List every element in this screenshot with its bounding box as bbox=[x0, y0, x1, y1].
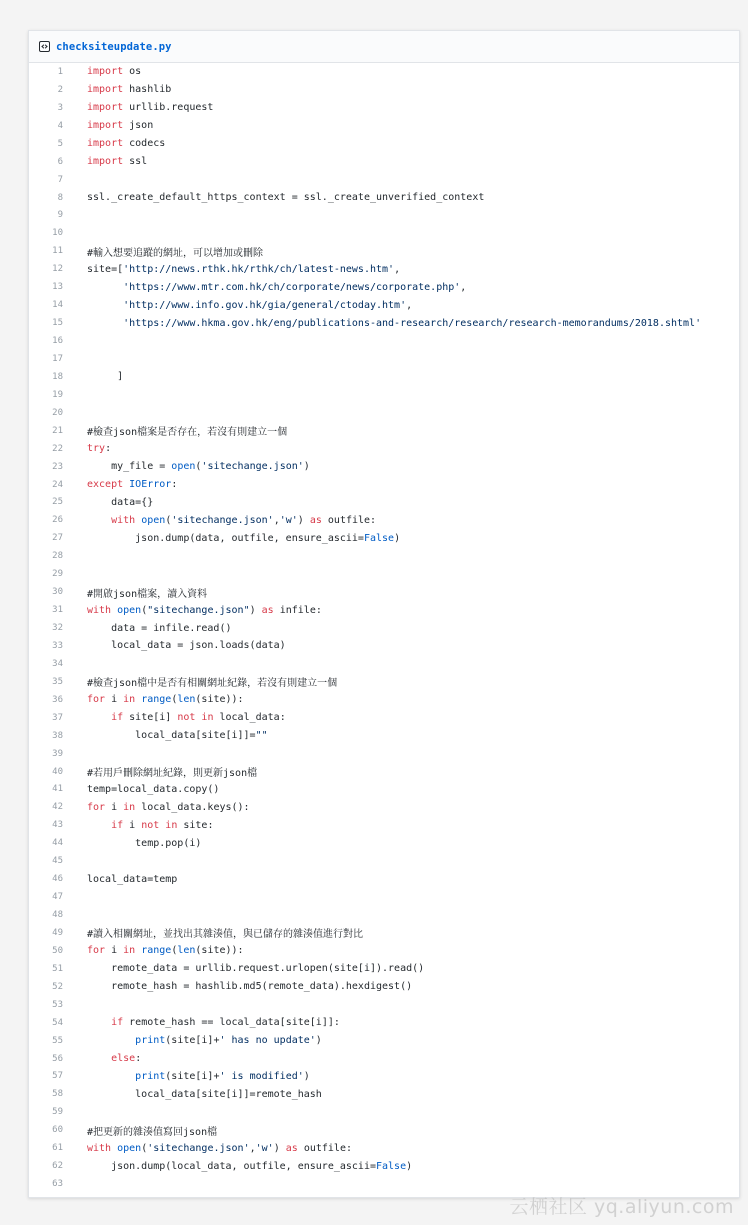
line-number[interactable]: 46 bbox=[52, 874, 63, 885]
code-line bbox=[29, 386, 739, 404]
line-number[interactable]: 32 bbox=[52, 623, 63, 634]
line-number[interactable]: 16 bbox=[52, 336, 63, 347]
code-line bbox=[29, 171, 739, 189]
line-code: data={} bbox=[87, 496, 154, 508]
code-line bbox=[29, 224, 739, 242]
line-code: with open('sitechange.json','w') as outfile: bbox=[87, 1142, 352, 1154]
line-number[interactable]: 18 bbox=[52, 371, 63, 382]
line-number[interactable]: 13 bbox=[52, 282, 63, 293]
code-line bbox=[29, 458, 739, 476]
code-line bbox=[29, 1032, 739, 1050]
code-line bbox=[29, 852, 739, 870]
line-code: import os bbox=[87, 66, 142, 78]
line-number[interactable]: 12 bbox=[52, 264, 63, 275]
line-code: 'https://www.hkma.gov.hk/eng/publications-and-research/research/research-memorandums/2018.shtml' bbox=[123, 317, 702, 329]
code-line bbox=[29, 440, 739, 458]
code-line bbox=[29, 798, 739, 816]
line-code: #檢查json檔案是否存在，若沒有則建立一個 bbox=[87, 427, 288, 439]
code-line bbox=[29, 745, 739, 763]
line-code: for i in range(len(site)): bbox=[87, 945, 244, 957]
code-line bbox=[29, 242, 739, 260]
line-code: if site[i] not in local_data: bbox=[111, 712, 286, 724]
line-number[interactable]: 10 bbox=[52, 228, 63, 239]
code-line bbox=[29, 404, 739, 422]
code-line bbox=[29, 1103, 739, 1121]
line-number[interactable]: 60 bbox=[52, 1125, 63, 1136]
code-line bbox=[29, 583, 739, 601]
code-line bbox=[29, 296, 739, 314]
line-code: local_data[site[i]]="" bbox=[87, 730, 268, 742]
code-line bbox=[29, 81, 739, 99]
line-number[interactable]: 25 bbox=[52, 497, 63, 508]
code-line bbox=[29, 1139, 739, 1157]
line-number[interactable]: 47 bbox=[52, 892, 63, 903]
line-number[interactable]: 7 bbox=[57, 174, 63, 185]
line-code: remote_data = urllib.request.urlopen(site[i]).read() bbox=[87, 963, 425, 975]
line-number[interactable]: 62 bbox=[52, 1161, 63, 1172]
line-number[interactable]: 22 bbox=[52, 443, 63, 454]
line-number[interactable]: 26 bbox=[52, 515, 63, 526]
code-line bbox=[29, 260, 739, 278]
line-number[interactable]: 59 bbox=[52, 1107, 63, 1118]
line-number[interactable]: 51 bbox=[52, 963, 63, 974]
line-number[interactable]: 20 bbox=[52, 407, 63, 418]
line-number[interactable]: 9 bbox=[57, 210, 63, 221]
line-number[interactable]: 3 bbox=[57, 102, 63, 113]
line-number[interactable]: 33 bbox=[52, 640, 63, 651]
line-number[interactable]: 4 bbox=[57, 120, 63, 131]
code-line bbox=[29, 942, 739, 960]
code-line bbox=[29, 763, 739, 781]
line-number[interactable]: 28 bbox=[52, 551, 63, 562]
code-line bbox=[29, 1175, 739, 1193]
line-code: ssl._create_default_https_context = ssl._create_unverified_context bbox=[87, 192, 485, 204]
line-code: for i in local_data.keys(): bbox=[87, 801, 250, 813]
line-number[interactable]: 35 bbox=[52, 676, 63, 687]
code-line bbox=[29, 601, 739, 619]
code-line bbox=[29, 924, 739, 942]
line-number[interactable]: 40 bbox=[52, 766, 63, 777]
line-number[interactable]: 15 bbox=[52, 318, 63, 329]
code-line bbox=[29, 834, 739, 852]
line-code: #把更新的雜湊值寫回json檔 bbox=[87, 1126, 218, 1138]
code-line bbox=[29, 1157, 739, 1175]
line-number[interactable]: 50 bbox=[52, 945, 63, 956]
line-number[interactable]: 8 bbox=[57, 192, 63, 203]
line-number[interactable]: 27 bbox=[52, 533, 63, 544]
line-number[interactable]: 1 bbox=[57, 66, 63, 77]
line-number[interactable]: 34 bbox=[52, 658, 63, 669]
code-line bbox=[29, 207, 739, 225]
line-number[interactable]: 41 bbox=[52, 784, 63, 795]
line-code: #讀入相關網址，並找出其雜湊值，與已儲存的雜湊值進行對比 bbox=[87, 929, 364, 941]
line-number[interactable]: 49 bbox=[52, 927, 63, 938]
line-code: #若用戶刪除網址紀錄，則更新json檔 bbox=[87, 768, 258, 780]
code-line bbox=[29, 547, 739, 565]
line-number[interactable]: 17 bbox=[52, 353, 63, 364]
code-line bbox=[29, 314, 739, 332]
line-number[interactable]: 54 bbox=[52, 1017, 63, 1028]
line-number[interactable]: 23 bbox=[52, 461, 63, 472]
code-line bbox=[29, 332, 739, 350]
line-number[interactable]: 24 bbox=[52, 479, 63, 490]
line-code: temp.pop(i) bbox=[87, 837, 202, 849]
line-code: except IOError: bbox=[87, 479, 178, 491]
line-number[interactable]: 42 bbox=[52, 802, 63, 813]
code-line bbox=[29, 960, 739, 978]
code-line bbox=[29, 996, 739, 1014]
line-code: #輸入想要追蹤的網址，可以增加或刪除 bbox=[87, 247, 264, 259]
line-code: print(site[i]+' has no update') bbox=[135, 1035, 322, 1047]
code-line bbox=[29, 476, 739, 494]
code-line bbox=[29, 1068, 739, 1086]
code-line bbox=[29, 619, 739, 637]
line-number[interactable]: 31 bbox=[52, 605, 63, 616]
line-code: local_data[site[i]]=remote_hash bbox=[87, 1088, 322, 1100]
line-code: local_data=temp bbox=[87, 873, 178, 885]
line-number[interactable]: 63 bbox=[52, 1179, 63, 1190]
line-number[interactable]: 21 bbox=[52, 425, 63, 436]
line-number[interactable]: 29 bbox=[52, 569, 63, 580]
line-number[interactable]: 45 bbox=[52, 856, 63, 867]
line-number[interactable]: 57 bbox=[52, 1071, 63, 1082]
line-number[interactable]: 30 bbox=[52, 587, 63, 598]
line-code: local_data = json.loads(data) bbox=[87, 640, 286, 652]
code-line bbox=[29, 1121, 739, 1139]
file-name-link[interactable]: checksiteupdate.py bbox=[56, 40, 172, 53]
line-code: remote_hash = hashlib.md5(remote_data).hexdigest() bbox=[87, 981, 413, 993]
line-number[interactable]: 61 bbox=[52, 1143, 63, 1154]
line-number[interactable]: 14 bbox=[52, 300, 63, 311]
line-number[interactable]: 19 bbox=[52, 389, 63, 400]
line-number[interactable]: 39 bbox=[52, 748, 63, 759]
line-number[interactable]: 2 bbox=[57, 84, 63, 95]
watermark: 云栖社区 yq.aliyun.com bbox=[509, 1196, 734, 1218]
code-line bbox=[29, 565, 739, 583]
code-line bbox=[29, 529, 739, 547]
line-number[interactable]: 56 bbox=[52, 1053, 63, 1064]
line-code: else: bbox=[111, 1053, 142, 1065]
line-code: my_file = open('sitechange.json') bbox=[87, 461, 310, 473]
code-line bbox=[29, 117, 739, 135]
file-header bbox=[29, 31, 739, 63]
code-line bbox=[29, 189, 739, 207]
line-code: import ssl bbox=[87, 156, 148, 168]
code-line bbox=[29, 99, 739, 117]
line-number[interactable]: 48 bbox=[52, 910, 63, 921]
line-code: import urllib.request bbox=[87, 102, 214, 114]
line-number[interactable]: 52 bbox=[52, 981, 63, 992]
line-code: if remote_hash == local_data[site[i]]: bbox=[111, 1017, 340, 1029]
line-code: print(site[i]+' is modified') bbox=[135, 1070, 310, 1082]
code-line bbox=[29, 153, 739, 171]
line-number[interactable]: 11 bbox=[52, 246, 63, 257]
code-line bbox=[29, 709, 739, 727]
line-number[interactable]: 37 bbox=[52, 712, 63, 723]
code-file-card bbox=[28, 30, 740, 1198]
code-line bbox=[29, 368, 739, 386]
code-line bbox=[29, 906, 739, 924]
code-view bbox=[29, 63, 739, 1193]
line-code: import codecs bbox=[87, 138, 166, 150]
code-line bbox=[29, 1014, 739, 1032]
code-line bbox=[29, 816, 739, 834]
code-line bbox=[29, 511, 739, 529]
code-line bbox=[29, 978, 739, 996]
code-line bbox=[29, 278, 739, 296]
line-code: ] bbox=[87, 371, 124, 383]
code-line bbox=[29, 494, 739, 512]
line-code: import hashlib bbox=[87, 84, 172, 96]
line-code: for i in range(len(site)): bbox=[87, 694, 244, 706]
line-code: if i not in site: bbox=[111, 819, 214, 831]
line-code: json.dump(data, outfile, ensure_ascii=False) bbox=[87, 532, 401, 544]
code-line bbox=[29, 1050, 739, 1068]
code-file-icon bbox=[39, 41, 50, 52]
code-line bbox=[29, 781, 739, 799]
line-code: site=['http://news.rthk.hk/rthk/ch/latest-news.htm', bbox=[87, 263, 401, 275]
code-line bbox=[29, 1085, 739, 1103]
line-number[interactable]: 44 bbox=[52, 838, 63, 849]
line-code: with open("sitechange.json") as infile: bbox=[87, 604, 322, 616]
line-code: json.dump(local_data, outfile, ensure_ascii=False) bbox=[87, 1160, 413, 1172]
line-code: with open('sitechange.json','w') as outfile: bbox=[111, 514, 377, 526]
line-code: data = infile.read() bbox=[87, 622, 232, 634]
line-number[interactable]: 43 bbox=[52, 820, 63, 831]
line-number[interactable]: 36 bbox=[52, 694, 63, 705]
line-number[interactable]: 58 bbox=[52, 1089, 63, 1100]
line-number[interactable]: 38 bbox=[52, 730, 63, 741]
line-number[interactable]: 53 bbox=[52, 999, 63, 1010]
line-number[interactable]: 55 bbox=[52, 1035, 63, 1046]
code-line bbox=[29, 63, 739, 81]
code-line bbox=[29, 691, 739, 709]
code-line bbox=[29, 637, 739, 655]
line-code: try: bbox=[87, 443, 112, 455]
line-code: 'http://www.info.gov.hk/gia/general/ctoday.htm', bbox=[123, 299, 413, 311]
code-line bbox=[29, 888, 739, 906]
line-code: 'https://www.mtr.com.hk/ch/corporate/news/corporate.php', bbox=[123, 281, 467, 293]
code-line bbox=[29, 673, 739, 691]
line-code: temp=local_data.copy() bbox=[87, 783, 220, 795]
line-code: #檢查json檔中是否有相關網址紀錄，若沒有則建立一個 bbox=[87, 678, 338, 690]
code-line bbox=[29, 655, 739, 673]
code-line bbox=[29, 350, 739, 368]
code-line bbox=[29, 422, 739, 440]
line-number[interactable]: 5 bbox=[57, 138, 63, 149]
line-code: #開啟json檔案，讀入資料 bbox=[87, 588, 208, 600]
line-number[interactable]: 6 bbox=[57, 156, 63, 167]
code-line bbox=[29, 135, 739, 153]
line-code: import json bbox=[87, 120, 154, 132]
code-line bbox=[29, 870, 739, 888]
code-line bbox=[29, 727, 739, 745]
